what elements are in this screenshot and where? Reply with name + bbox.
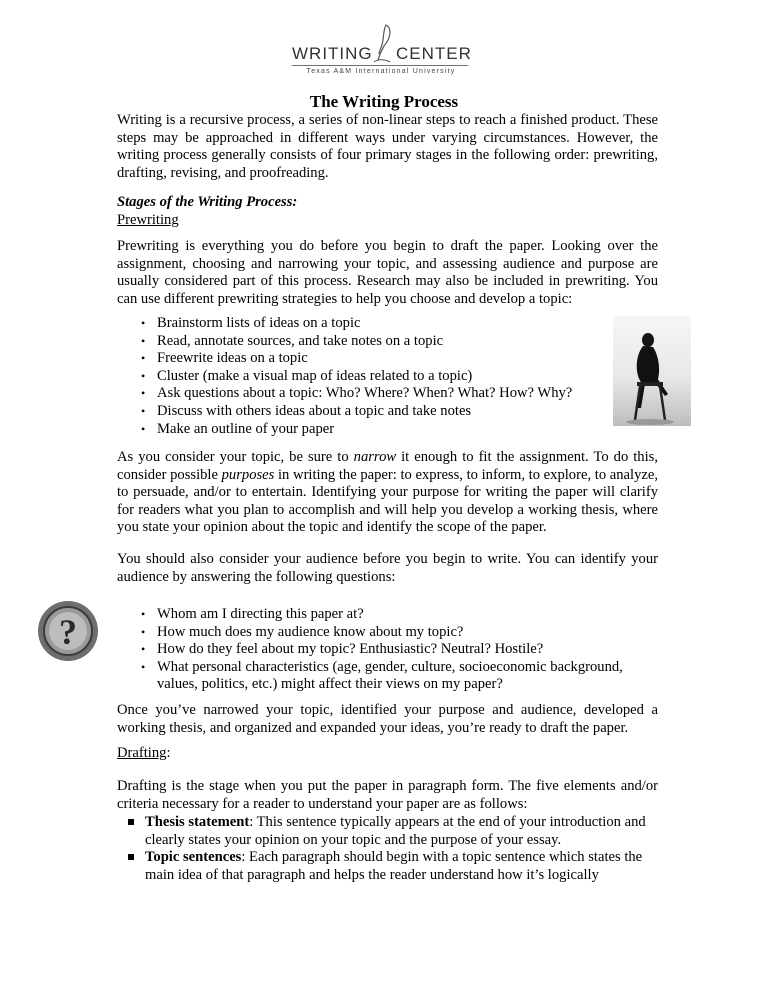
intro-paragraph: Writing is a recursive process, a series of non-linear steps to reach a finished product. These steps may be approached in different ways under varying circumstances. However, the writing process generally consists of four primary stages in the following order: prewriting, drafting, revising, and proofreading. — [117, 112, 658, 181]
logo-word-writing: WRITING — [292, 44, 373, 63]
drafting-heading-colon: : — [166, 745, 171, 761]
list-item: • Whom am I directing this paper at? — [141, 606, 641, 624]
prewriting-closing-paragraph: Once you’ve narrowed your topic, identified your purpose and audience, developed a working thesis, and organized and expanded your ideas, you’re ready to draft the paper. — [117, 702, 658, 736]
narrow-text-2: it enough to fit the assignment. To do this, consider possible — [117, 449, 658, 483]
list-item: • Discuss with others ideas about a topic and take notes — [141, 403, 572, 421]
element-text: : This sentence typically appears at the end of your introduction and clearly states your opinion on your topic and the purpose of your essay. — [145, 814, 646, 848]
list-item: • Make an outline of your paper — [141, 421, 572, 439]
prewriting-heading: Prewriting — [117, 211, 179, 228]
prewriting-paragraph: Prewriting is everything you do before you begin to draft the paper. Looking over the assignment, choosing and narrowing your topic, and assessing audience and purpose are usually considered part of this process. Research may also be included in prewriting. You can use different prewriting strategies to help you choose and develop a topic: — [117, 238, 658, 307]
list-item: • What personal characteristics (age, gender, culture, socioeconomic background, values, politics, etc.) might affect their views on my paper? — [141, 659, 641, 694]
thinking-person-icon — [613, 316, 691, 426]
page-title: The Writing Process — [309, 92, 459, 111]
narrow-emphasis: narrow — [353, 449, 397, 465]
list-item: • How much does my audience know about my topic? — [141, 624, 641, 642]
drafting-heading-line — [117, 745, 658, 763]
narrow-text-1: As you consider your topic, be sure to — [117, 449, 354, 465]
list-item: • Read, annotate sources, and take notes on a topic — [141, 333, 572, 351]
list-item: • Brainstorm lists of ideas on a topic — [141, 315, 572, 333]
audience-questions-list — [141, 606, 641, 694]
logo-subtitle: Texas A&M International University — [306, 68, 456, 75]
stages-section — [117, 194, 658, 229]
list-item — [124, 849, 658, 884]
drafting-paragraph: Drafting is the stage when you put the paper in paragraph form. The five elements and/or criteria necessary for a reader to understand your paper are as follows: — [117, 778, 658, 812]
writing-center-logo — [286, 24, 476, 82]
list-item: • Cluster (make a visual map of ideas related to a topic) — [141, 368, 572, 386]
question-mark-icon — [37, 600, 99, 662]
purposes-emphasis: purposes — [221, 466, 275, 483]
element-term: Thesis statement — [145, 814, 250, 830]
prewriting-strategies-list — [141, 315, 572, 438]
list-item — [124, 814, 658, 849]
list-item: • Freewrite ideas on a topic — [141, 350, 572, 368]
drafting-elements-list — [124, 814, 658, 884]
narrow-paragraph — [117, 449, 658, 537]
svg-text:?: ? — [59, 612, 77, 652]
logo-divider — [292, 65, 468, 66]
logo-word-center: CENTER — [396, 44, 472, 63]
drafting-heading: Drafting — [117, 745, 167, 761]
narrow-text-3: in writing the paper: to express, to inform, to explore, to analyze, to persuade, and/or to entertain. Identifying your purpose for writing the paper will clarify for readers what you plan to accomplish and will help you develop a working thesis, where you state your opinion about the topic and identify the scope of the paper. — [117, 466, 658, 536]
list-item: • Ask questions about a topic: Who? Where? When? What? How? Why? — [141, 385, 572, 403]
stages-heading: Stages of the Writing Process: — [117, 194, 298, 210]
quill-pen-icon — [372, 24, 394, 64]
element-text: : Each paragraph should begin with a topic sentence which states the main idea of that paragraph and helps the reader understand how it’s logically — [145, 849, 643, 883]
element-term: Topic sentences — [145, 849, 242, 866]
thinking-person-photo — [613, 316, 691, 426]
list-item: • How do they feel about my topic? Enthusiastic? Neutral? Hostile? — [141, 641, 641, 659]
audience-paragraph: You should also consider your audience before you begin to write. You can identify your audience by answering the following questions: — [117, 551, 658, 585]
